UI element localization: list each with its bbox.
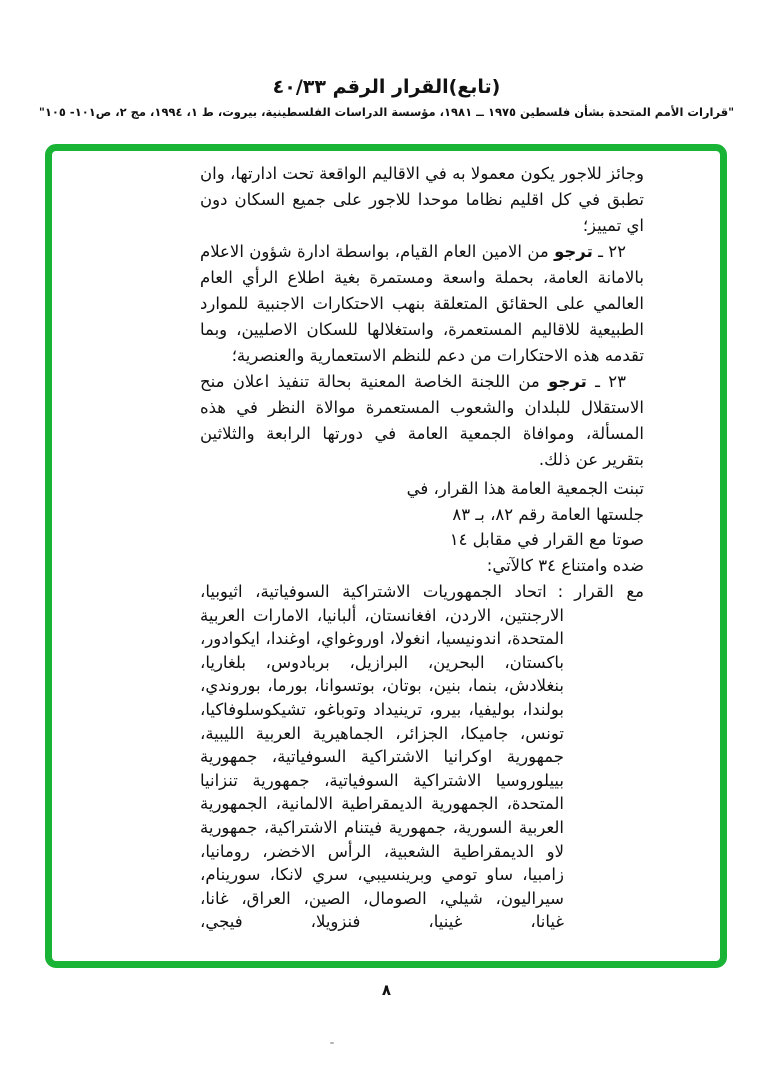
vote-with-label: مع القرار [574, 582, 645, 601]
adoption-note [200, 476, 644, 578]
paragraph-23-verb: ترجو [548, 372, 587, 391]
paragraph-23-number: ٢٣ ـ [595, 372, 626, 391]
adoption-line-2: جلستها العامة رقم ٨٢، بـ ٨٣ [452, 504, 644, 524]
page-header [0, 76, 773, 119]
paragraph-22 [200, 239, 644, 369]
paragraph-23 [200, 369, 644, 473]
paragraph-21-continuation: وجائز للاجور يكون معمولا به في الاقاليم الواقعة تحت ادارتها، وان تطبق في كل اقليم نظاما موحدا للاجور على جميع السكان دون اي تمييز؛ [200, 164, 644, 235]
paragraph-22-number: ٢٢ ـ [598, 242, 626, 261]
vote-with-separator: : [557, 582, 564, 601]
resolution-body [200, 161, 644, 934]
paragraph-23-text: من اللجنة الخاصة المعنية بحالة تنفيذ اعلان منح الاستقلال للبلدان والشعوب المستعمرة موالاة النظر في هذه المسألة، وموافاة الجمعية العامة في دورتها الرابعة والثلاثين بتقرير عن ذلك. [200, 372, 644, 469]
adoption-line-1: تبنت الجمعية العامة هذا القرار، في [406, 479, 644, 498]
page-number: ٨ [381, 981, 392, 999]
paragraph-22-text: من الامين العام القيام، بواسطة ادارة شؤون الاعلام بالامانة العامة، بحملة واسعة ومستمرة بغية اطلاع الرأي العام العالمي على الحقائق المتعلقة بنهب الاحتكارات الاجنبية للموارد الطبيعية للاقاليم المستعمرة، واستغلالها للسكان الاصليين، وبما تقدمه هذه الاحتكارات من دعم للنظم الاستعمارية والعنصرية؛ [200, 242, 644, 365]
adoption-line-4: ضده وامتناع ٣٤ كالآتي: [486, 555, 644, 575]
page-footer [0, 981, 773, 999]
adoption-line-3: صوتا مع القرار في مقابل ١٤ [449, 530, 644, 549]
vote-with-countries: اتحاد الجمهوريات الاشتراكية السوفياتية، اثيوبيا، الارجنتين، الاردن، افغانستان، ألبانيا، الامارات العربية المتحدة، اندونيسيا، انغولا، اوروغواي، اوغندا، ايكوادور، باكستان، البحرين، البرازيل، بربادوس، بلغاريا، بنغلادش، بنما، بنين، بوتان، بوتسوانا، بورما، بوروندي، بولندا، بوليفيا، بيرو، ترينيداد وتوباغو، تشيكوسلوفاكيا، تونس، جاميكا، الجزائر، الجماهيرية العربية الليبية، جمهورية اوكرانيا الاشتراكية السوفياتية، جمهورية بييلوروسيا الاشتراكية السوفياتية، جمهورية تنزانيا المتحدة، الجمهورية الديمقراطية الالمانية، الجمهورية العربية السورية، جمهورية فيتنام الاشتراكية، جمهورية لاو الديمقراطية الشعبية، الرأس الاخضر، رومانيا، زامبيا، ساو تومي وبرينسيبي، سري لانكا، سورينام، سيراليون، شيلي، الصومال، الصين، العراق، غانا، غيانا، غينيا، فنزويلا، فيجي، [200, 582, 564, 932]
source-citation: "قرارات الأمم المتحدة بشأن فلسطين ١٩٧٥ ــ ١٩٨١، مؤسسة الدراسات الفلسطينية، بيروت، ط ١، ١٩٩٤، مج ٢، ص١٠١- ١٠٥" [38, 105, 735, 119]
scan-artifact [330, 1042, 334, 1044]
paragraph-22-verb: ترجو [554, 242, 593, 261]
vote-with-list [200, 580, 644, 934]
resolution-title: (تابع)القرار الرقم ٤٠/٣٣ [272, 76, 501, 98]
